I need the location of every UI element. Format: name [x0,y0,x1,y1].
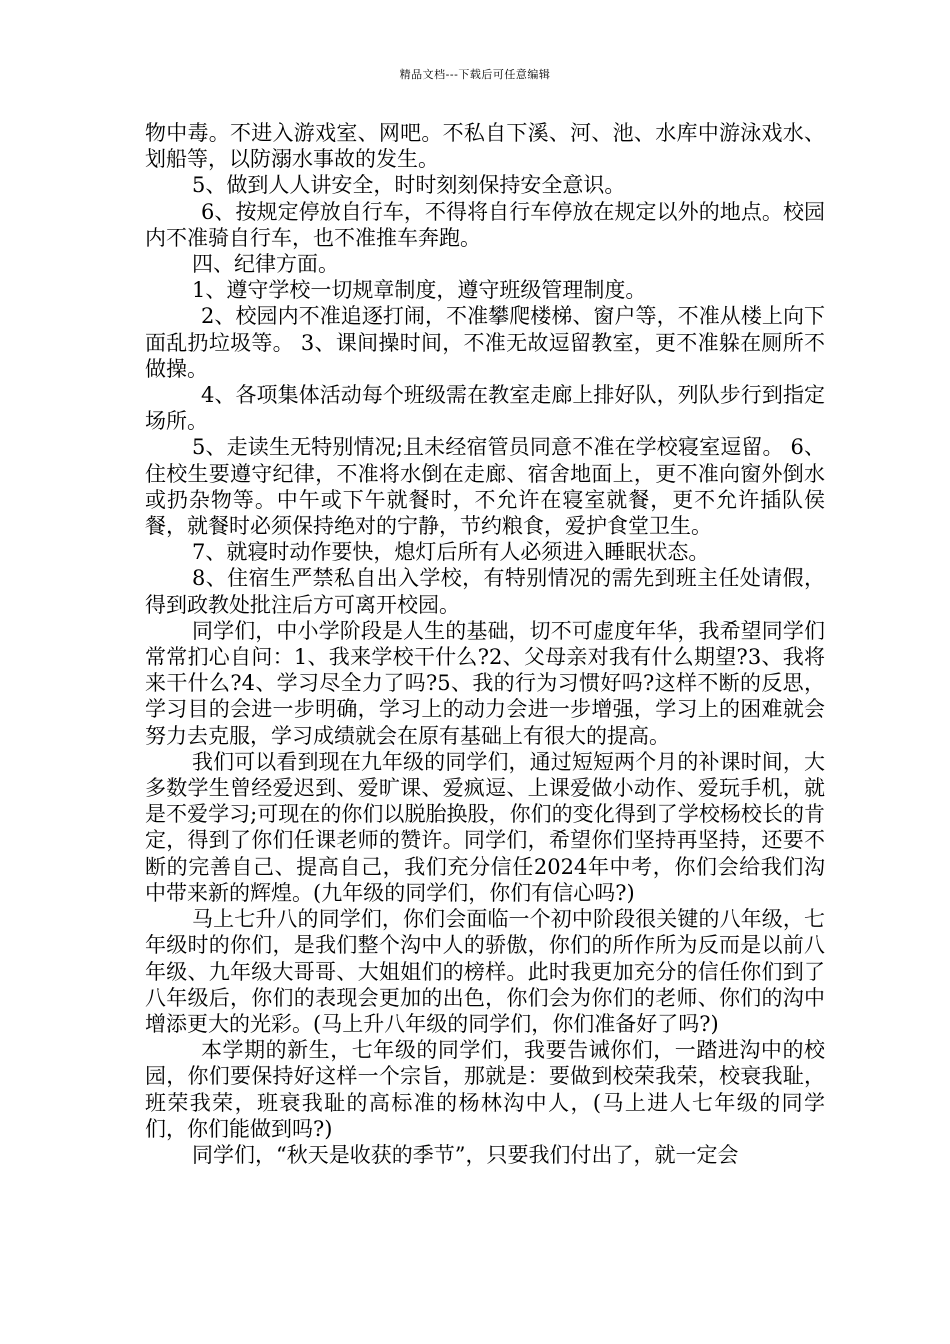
paragraph: 同学们，中小学阶段是人生的基础，切不可虚度年华，我希望同学们常常扪心自问：1、我来学校干什么?2、父母亲对我有什么期望?3、我将来干什么?4、学习尽全力了吗?5、我的行为习惯好吗?这样不断的反思，学习目的会进一步明确，学习上的动力会进一步增强，学习上的困难就会努力去克服，学习成绩就会在原有基础上有很大的提高。 [145,618,825,748]
page-header: 精品文档---下载后可任意编辑 [399,68,551,81]
paragraph: 7、就寝时动作要快，熄灯后所有人必须进入睡眠状态。 [192,540,710,565]
paragraph: 4、各项集体活动每个班级需在教室走廊上排好队，列队步行到指定场所。 [145,383,825,434]
paragraph: 5、做到人人讲安全，时时刻刻保持安全意识。 [192,173,626,198]
paragraph: 5、走读生无特别情况;且未经宿管员同意不准在学校寝室逗留。 6、住校生要遵守纪律，不准将水倒在走廊、宿舍地面上，更不准向窗外倒水或扔杂物等。中午或下午就餐时，不允许在寝室就餐，更不允许插队侯餐，就餐时必须保持绝对的宁静，节约粮食，爱护食堂卫生。 [145,435,825,539]
paragraph: 马上七升八的同学们，你们会面临一个初中阶段很关键的八年级，七年级时的你们，是我们整个沟中人的骄傲，你们的所作所为反而是以前八年级、九年级大哥哥、大姐姐们的榜样。此时我更加充分的信任你们到了八年级后，你们的表现会更加的出色，你们会为你们的老师、你们的沟中增添更大的光彩。(马上升八年级的同学们，你们准备好了吗?) [145,907,825,1036]
paragraph: 1、遵守学校一切规章制度，遵守班级管理制度。 [192,278,647,303]
paragraph: 我们可以看到现在九年级的同学们，通过短短两个月的补课时间，大多数学生曾经爱迟到、爱旷课、爱疯逗、上课爱做小动作、爱玩手机，就是不爱学习;可现在的你们以脱胎换股，你们的变化得到了学校杨校长的肯定，得到了你们任课老师的赞许。同学们，希望你们坚持再坚持，还要不断的完善自己、提高自己，我们充分信任2024年中考，你们会给我们沟中带来新的辉煌。(九年级的同学们，你们有信心吗?) [145,749,825,905]
paragraph: 同学们，“秋天是收获的季节”，只要我们付出了，就一定会 [192,1142,739,1167]
paragraph: 6、按规定停放自行车，不得将自行车停放在规定以外的地点。校园内不准骑自行车，也不准推车奔跑。 [145,199,825,250]
paragraph: 2、校园内不准追逐打闹，不准攀爬楼梯、窗户等，不准从楼上向下面乱扔垃圾等。 3、课间操时间，不准无故逗留教室，更不准躲在厕所不做操。 [145,304,825,381]
section-heading: 四、纪律方面。 [192,252,339,277]
body-text [145,120,825,1168]
paragraph: 8、住宿生严禁私自出入学校，有特别情况的需先到班主任处请假，得到政教处批注后方可离开校园。 [145,566,825,617]
paragraph: 物中毒。不进入游戏室、网吧。不私自下溪、河、池、水库中游泳戏水、划船等，以防溺水事故的发生。 [145,121,825,172]
paragraph: 本学期的新生，七年级的同学们，我要告诫你们，一踏进沟中的校园，你们要保持好这样一个宗旨，那就是：要做到校荣我荣，校衰我耻，班荣我荣，班衰我耻的高标准的杨林沟中人，(马上进人七年级的同学们，你们能做到吗?) [145,1038,825,1141]
